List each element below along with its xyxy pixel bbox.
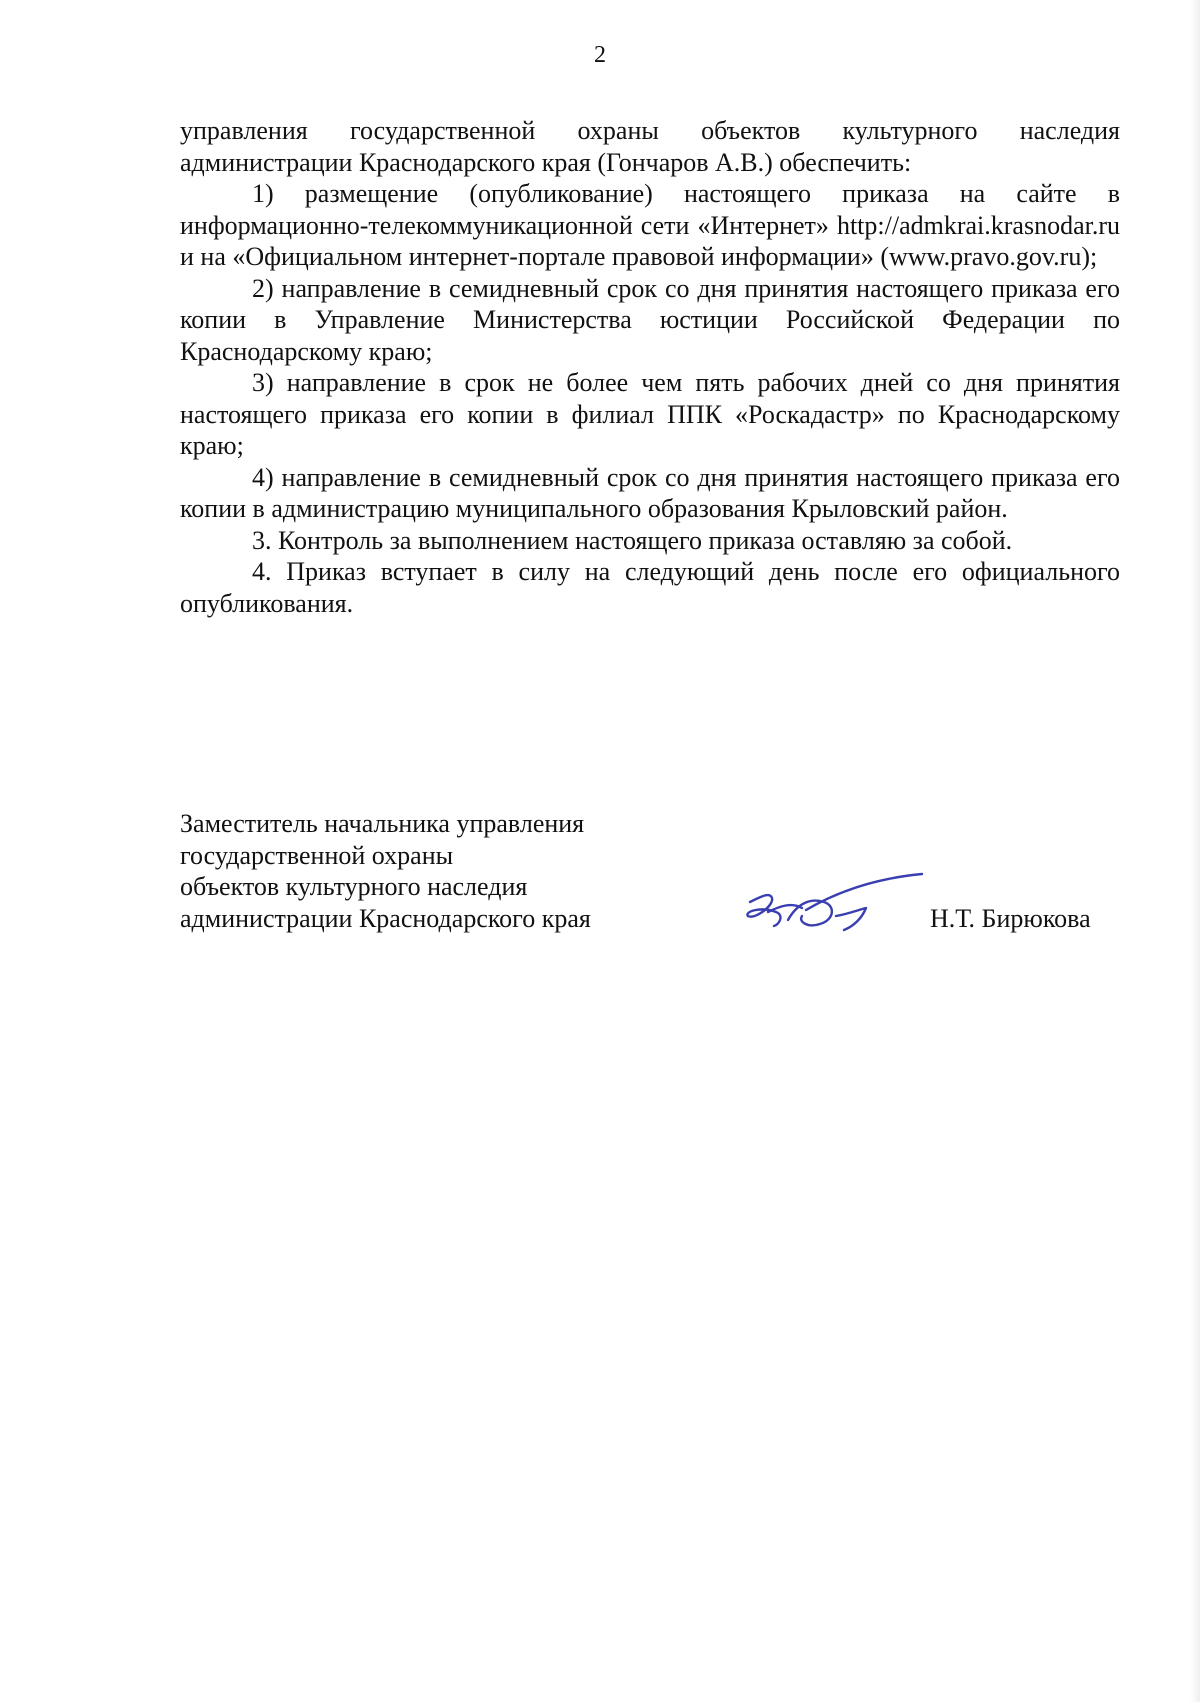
paragraph-item-3: 3) направление в срок не более чем пять рабочих дней со дня принятия настоящего приказа его копии в филиал ППК «Роскадастр» по Краснодарскому краю; — [180, 368, 1120, 460]
paragraph-clause-3: 3. Контроль за выполнением настоящего приказа оставляю за собой. — [252, 525, 1013, 555]
signatory-title — [180, 808, 740, 934]
paragraph-item-4: 4) направление в семидневный срок со дня принятия настоящего приказа его копии в администрацию муниципального образования Крыловский район. — [180, 462, 1120, 523]
handwritten-signature — [740, 862, 930, 938]
document-body — [180, 115, 1120, 619]
paragraph-intro: управления государственной охраны объектов культурного наследия администрации Краснодарского края (Гончаров А.В.) обеспечить: — [180, 116, 1120, 177]
paragraph-clause-4: 4. Приказ вступает в силу на следующий день после его официального опубликования. — [180, 557, 1120, 618]
signatory-title-line: государственной охраны — [180, 840, 454, 870]
paragraph-item-1: 1) размещение (опубликование) настоящего приказа на сайте в информационно-телекоммуникационной сети «Интернет» http://admkrai.krasnodar.ru и на «Официальном интернет-портале правовой информации» (www.pravo.gov.ru); — [180, 179, 1120, 271]
paragraph-item-2: 2) направление в семидневный срок со дня принятия настоящего приказа его копии в Управление Министерства юстиции Российской Федерации по Краснодарскому краю; — [180, 273, 1120, 366]
signatory-title-line: Заместитель начальника управления — [180, 809, 585, 838]
signatory-title-line: администрации Краснодарского края — [180, 903, 591, 933]
signatory-name: Н.Т. Бирюкова — [930, 904, 1091, 933]
scan-edge-shadow — [1190, 0, 1200, 1702]
page-number: 2 — [594, 42, 606, 68]
signatory-title-line: объектов культурного наследия — [180, 872, 528, 901]
